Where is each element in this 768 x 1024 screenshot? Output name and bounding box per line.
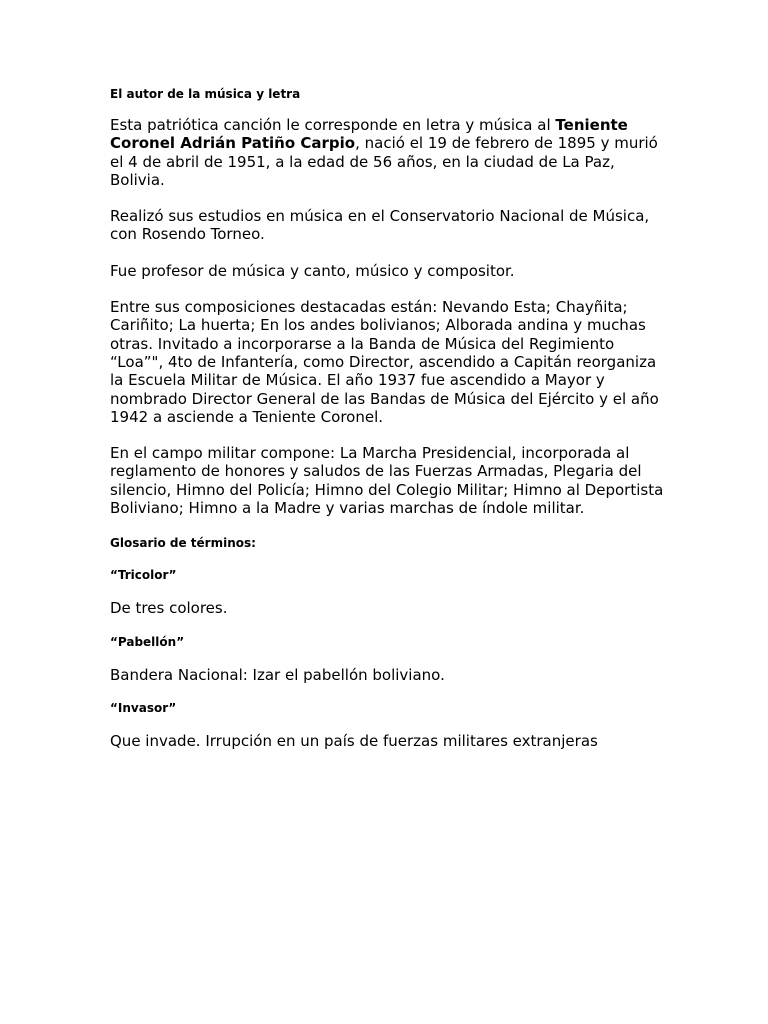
author-name: Teniente Coronel Adrián Patiño Carpio [110, 116, 628, 153]
document-page [110, 86, 670, 750]
glossary-definition: De tres colores. [110, 599, 228, 618]
glossary-term: “Tricolor” [110, 568, 177, 583]
glossary-term: “Pabellón” [110, 634, 185, 649]
glossary-title: Glosario de términos: [110, 536, 256, 551]
intro-text-end: , nació el 19 de febrero de 1895 y murió el 4 de abril de 1951, a la edad de 56 años, en la ciudad de La Paz, Bolivia. [110, 134, 658, 189]
section-title: El autor de la música y letra [110, 87, 301, 101]
intro-paragraph [110, 116, 670, 189]
military-paragraph: En el campo militar compone: La Marcha Presidencial, incorporada al reglamento de honores y saludos de las Fuerzas Armadas, Plegaria del silencio, Himno del Policía; Himno del Colegio Militar; Himno al Deportista Boliviano; Himno a la Madre y varias marchas de índole militar. [110, 444, 664, 518]
glossary-definition: Bandera Nacional: Izar el pabellón boliviano. [110, 665, 445, 684]
studies-paragraph: Realizó sus estudios en música en el Conservatorio Nacional de Música, con Rosendo Torneo. [110, 207, 650, 244]
profession-paragraph: Fue profesor de música y canto, músico y compositor. [110, 261, 515, 280]
glossary-definition: Que invade. Irrupción en un país de fuerzas militares extranjeras [110, 731, 598, 750]
intro-text-start: Esta patriótica canción le corresponde en letra y música al [110, 116, 556, 134]
glossary-term: “Invasor” [110, 700, 177, 715]
compositions-paragraph: Entre sus composiciones destacadas están: Nevando Esta; Chayñita; Cariñito; La huerta; En los andes bolivianos; Alborada andina y muchas otras. Invitado a incorporarse a la Banda de Música del Regimiento “Loa”", 4to de Infantería, como Director, ascendido a Capitán reorganiza la Escuela Militar de Música. El año 1937 fue ascendido a Mayor y nombrado Director General de las Bandas de Música del Ejército y el año 1942 a asciende a Teniente Coronel. [110, 298, 659, 426]
